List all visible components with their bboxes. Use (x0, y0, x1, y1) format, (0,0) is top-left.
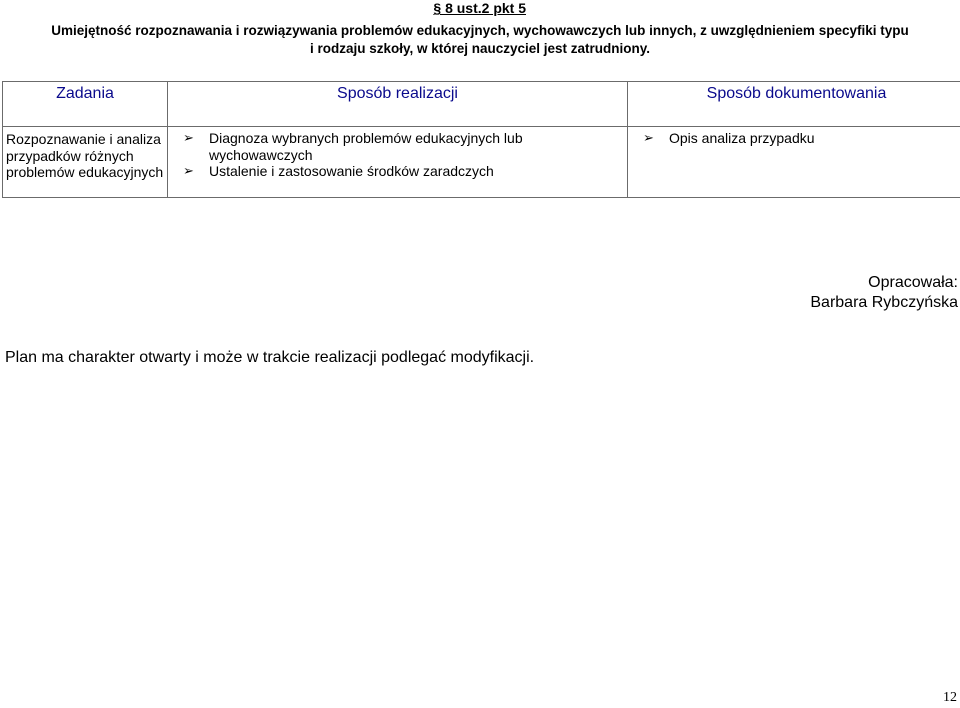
header-method: Sposób realizacji (168, 82, 628, 127)
intro-text (30, 22, 930, 58)
table-row (3, 127, 960, 198)
method-list (168, 127, 627, 180)
table-header-row (3, 82, 960, 127)
list-item (168, 130, 627, 163)
signature-name: Barbara Rybczyńska (810, 294, 958, 311)
header-documentation: Sposób dokumentowania (628, 82, 960, 127)
intro-line-2: i rodzaju szkoły, w której nauczyciel jest zatrudniony. (309, 41, 651, 56)
development-plan-table (2, 81, 960, 198)
method-item-text: Diagnoza wybranych problemów edukacyjnych lub wychowawczych (209, 130, 523, 163)
documentation-item-text: Opis analiza przypadku (669, 130, 815, 146)
signature-block (810, 273, 958, 313)
method-cell (168, 127, 628, 198)
list-item (628, 130, 960, 147)
page-number: 12 (943, 690, 957, 705)
documentation-cell (628, 127, 960, 198)
section-reference: § 8 ust.2 pkt 5 (433, 0, 526, 16)
method-item-text: Ustalenie i zastosowanie środków zaradczych (209, 163, 494, 179)
documentation-list (628, 127, 960, 147)
arrow-bullet-icon: ➢ (183, 163, 194, 178)
list-item (168, 163, 627, 180)
signature-label: Opracowała: (868, 274, 958, 291)
arrow-bullet-icon: ➢ (183, 130, 194, 145)
intro-line-1: Umiejętność rozpoznawania i rozwiązywania problemów edukacyjnych, wychowawczych lub innych, z uwzględnieniem specyfiki typu (51, 23, 909, 38)
header-tasks: Zadania (3, 82, 168, 127)
task-cell (3, 127, 168, 198)
arrow-bullet-icon: ➢ (643, 130, 654, 145)
plan-note: Plan ma charakter otwarty i może w trakcie realizacji podlegać modyfikacji. (5, 349, 535, 366)
task-text: Rozpoznawanie i analiza przypadków różnych problemów edukacyjnych (6, 131, 164, 180)
